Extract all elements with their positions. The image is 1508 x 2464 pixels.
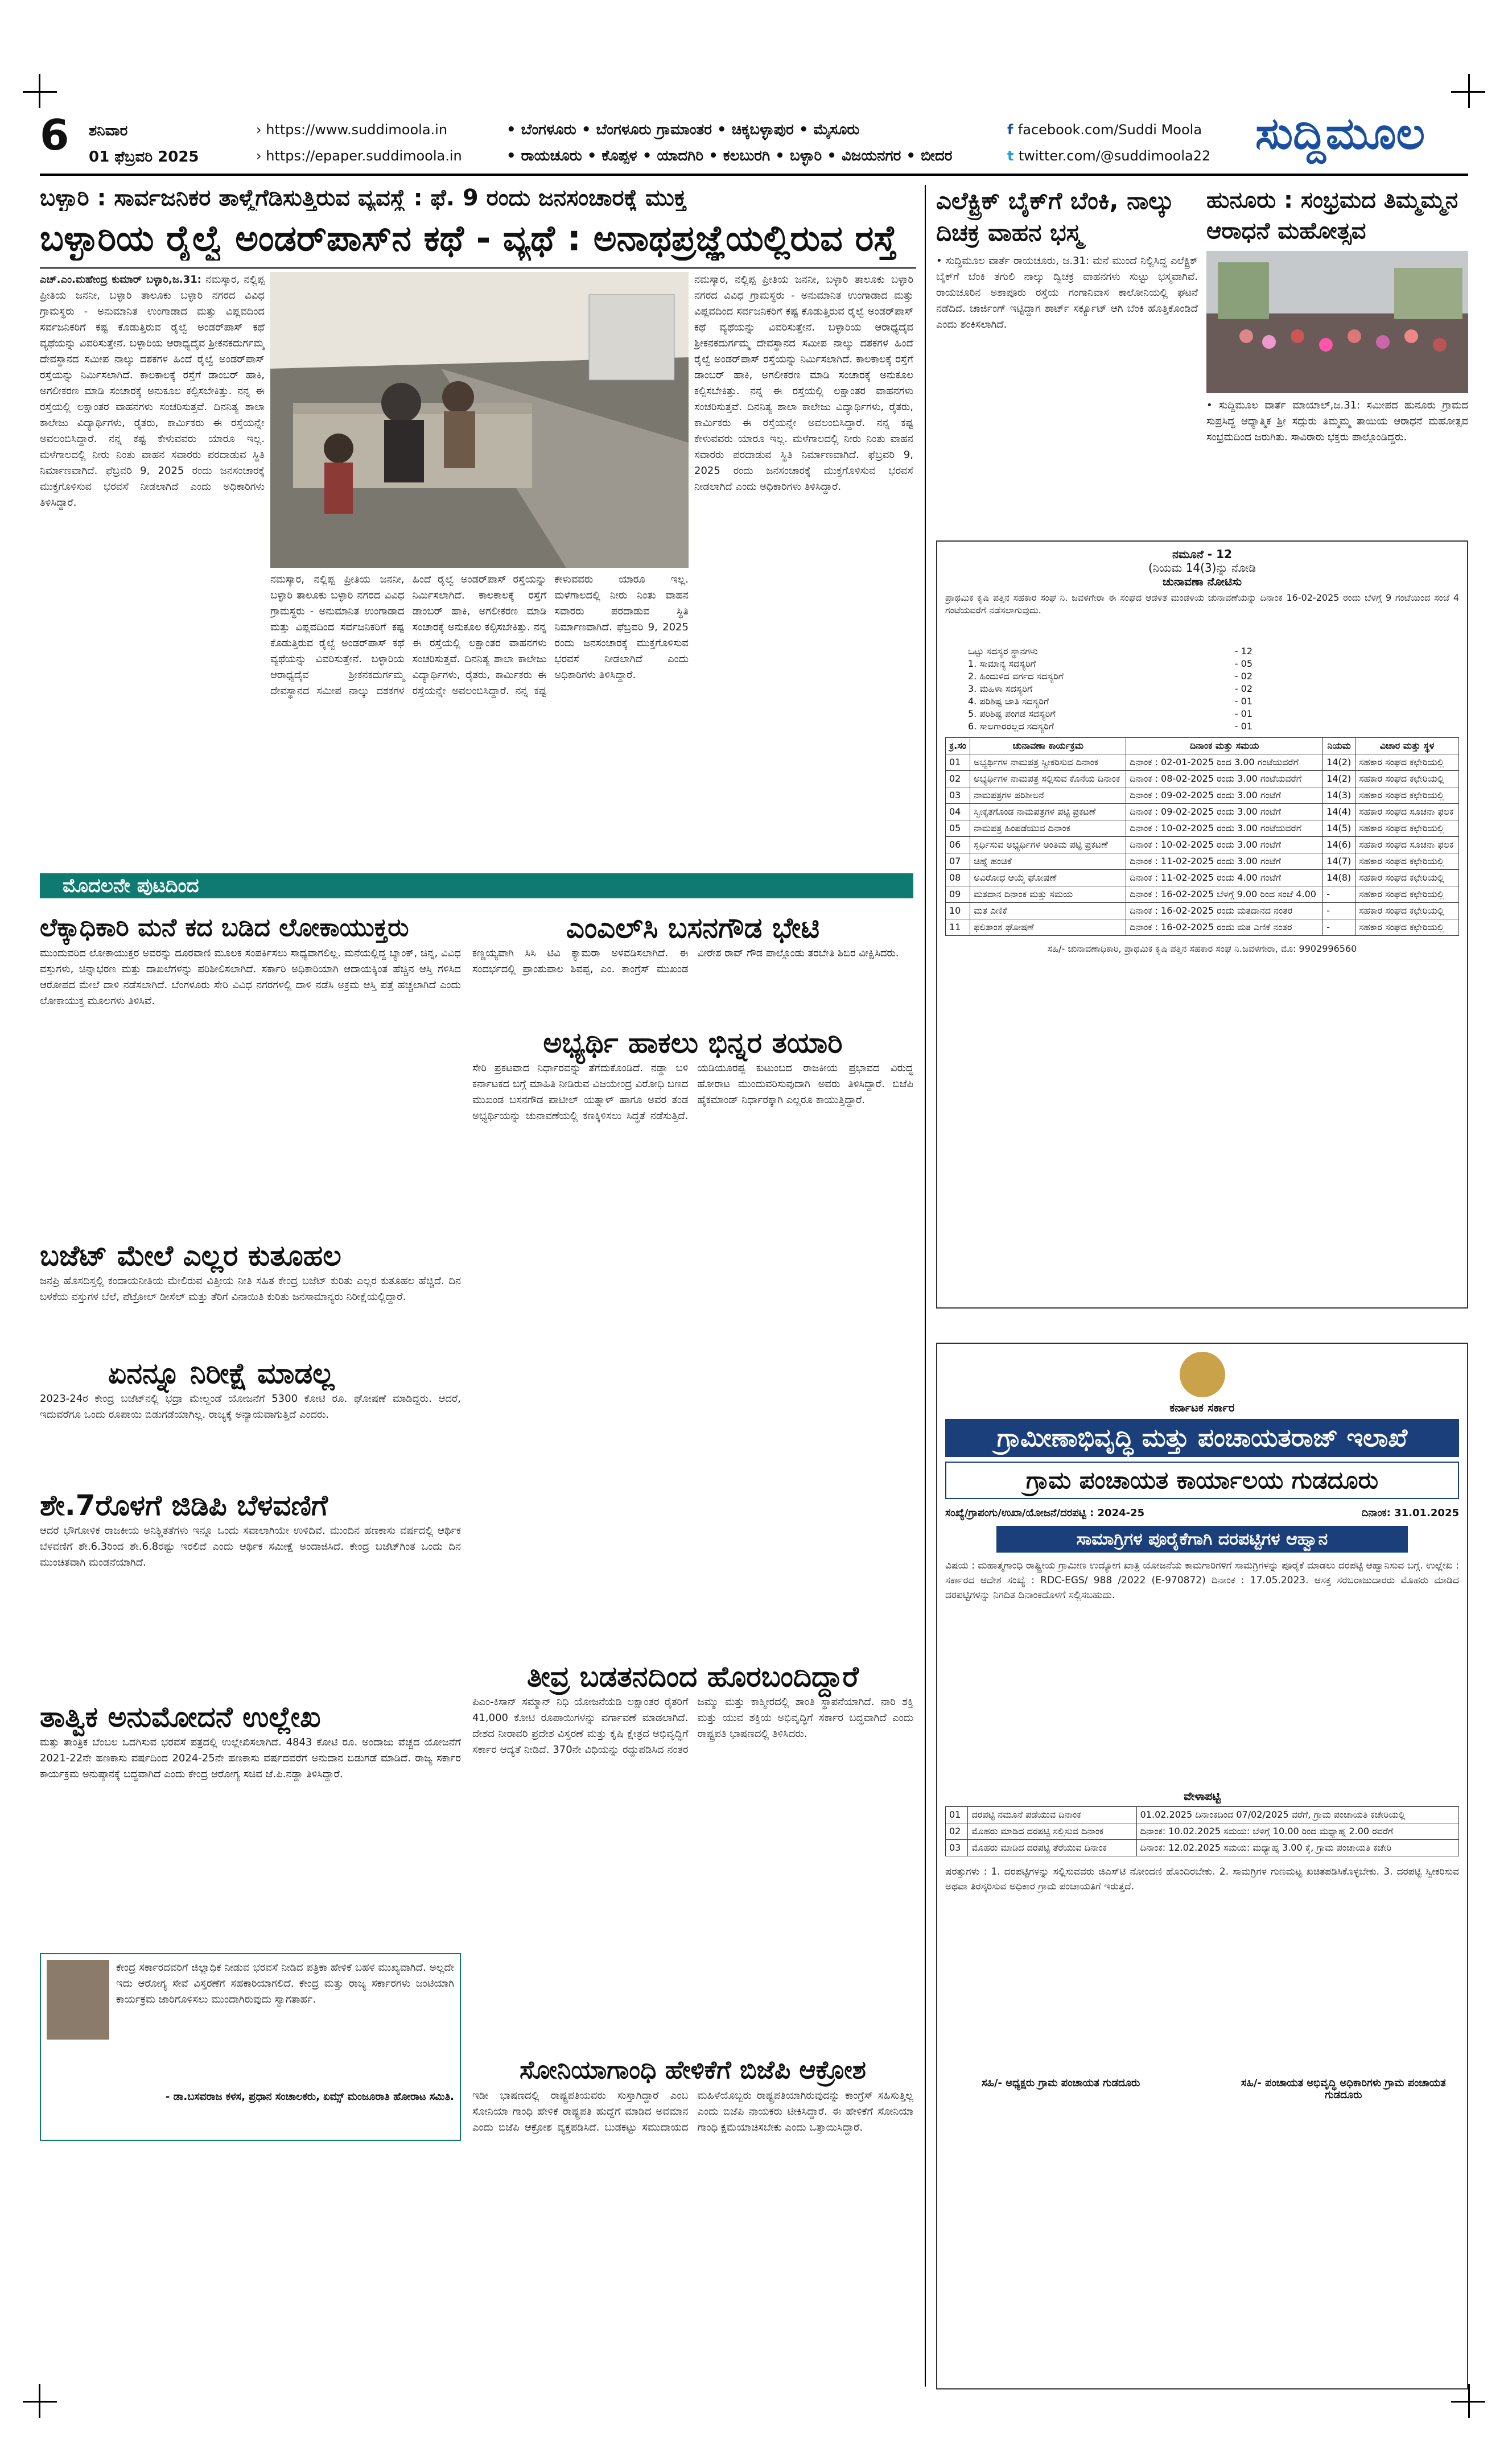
column-rule bbox=[925, 185, 926, 2387]
quote-text: ಕೇಂದ್ರ ಸರ್ಕಾರದವರಿಗೆ ಜಿಲ್ಲಾಧಿಕ ನೀಡುವ ಭರವಸೆ ನೀಡಿದ ಪತ್ರಿಕಾ ಹೇಳಿಕೆ ಬಹಳ ಮುಖ್ಯವಾಗಿದೆ. ಅಲ್ಲದೇ ಇದು ಆರೋಗ್ಯ ಸೇವೆ ವಿಸ್ತರಣೆಗೆ ಸಹಕಾರಿಯಾಗಲಿದೆ. ಕೇಂದ್ರ ಮತ್ತು ರಾಜ್ಯ ಸರ್ಕಾರಗಳು ಜಂಟಿಯಾಗಿ ಕಾರ್ಯಕ್ರಮ ಜಾರಿಗೊಳಿಸಲು ಮುಂದಾಗಿರುವುದು ಸ್ವಾಗತಾರ್ಹ. bbox=[116, 1962, 454, 2005]
table-cell: ದಿನಾಂಕ : 10-02-2025 ರಂದು 3.00 ಗಂಟೆಯವರೆಗೆ bbox=[1126, 820, 1323, 837]
facebook-link[interactable]: facebook.com/Suddi Moola bbox=[1017, 122, 1202, 138]
table-cell: ದಿನಾಂಕ: 10.02.2025 ಸಮಯ: ಬೆಳಿಗ್ಗೆ 10.00 ರಿಂದ ಮಧ್ಯಾಹ್ನ 2.00 ರವರೆಗೆ bbox=[1136, 1823, 1458, 1840]
table-row bbox=[946, 837, 1459, 853]
lead-body-right: ನಮಸ್ಕಾರ, ನಲ್ಲಿಪ್ಪ ಪ್ರೀತಿಯ ಜನನೀ, ಬಳ್ಳಾರಿ ತಾಲೂಕು ಬಳ್ಳಾರಿ ನಗರದ ವಿವಿಧ ಗ್ರಾಮಸ್ಥರು - ಅನುಮಾನಿತ ಉಂಗಾಡಾದ ಮತ್ತು ವಿಪ್ಲವದಿಂದ ಸರ್ವಜನಿಕರಿಗೆ ಕಷ್ಟ ಕೊಡುತ್ತಿರುವ ರೈಲ್ವೆ ಅಂಡರ್‌ಪಾಸ್ ಕಥೆ ವ್ಯಥೆಯನ್ನು ವಿವರಿಸುತ್ತೇನೆ. ಬಳ್ಳಾರಿಯ ಆರಾಧ್ಯದೈವ ಶ್ರೀಕನಕದುರ್ಗಮ್ಮ ದೇವಸ್ಥಾನದ ಸಮೀಪ ನಾಲ್ಕು ದಶಕಗಳ ಹಿಂದೆ ರೈಲ್ವೆ ಅಂಡರ್‌ಪಾಸ್ ರಸ್ತೆಯನ್ನು ನಿರ್ಮಿಸಲಾಗಿದೆ. ಕಾಲಕಾಲಕ್ಕೆ ರಸ್ತೆಗೆ ಡಾಂಬರ್ ಹಾಕಿ, ಅಗಲೀಕರಣ ಮಾಡಿ ಸಂಚಾರಕ್ಕೆ ಅನುಕೂಲ ಕಲ್ಪಿಸಬೇಕಿತ್ತು. ನನ್ನ ಈ ರಸ್ತೆಯಲ್ಲಿ ಲಕ್ಷಾಂತರ ವಾಹನಗಳು ಸಂಚರಿಸುತ್ತವೆ. ದಿನನಿತ್ಯ ಶಾಲಾ ಕಾಲೇಜು ವಿದ್ಯಾರ್ಥಿಗಳು, ರೈತರು, ಕಾರ್ಮಿಕರು ಈ ರಸ್ತೆಯನ್ನೇ ಅವಲಂಬಿಸಿದ್ದಾರೆ. ನನ್ನ ಕಷ್ಟ ಕೇಳುವವರು ಯಾರೂ ಇಲ್ಲ. ಮಳೆಗಾಲದಲ್ಲಿ ನೀರು ನಿಂತು ವಾಹನ ಸವಾರರು ಪರದಾಡುವ ಸ್ಥಿತಿ ನಿರ್ಮಾಣವಾಗಿದೆ. ಫೆಬ್ರವರಿ 9, 2025 ರಂದು ಜನಸಂಚಾರಕ್ಕೆ ಮುಕ್ತಗೊಳಿಸುವ ಭರವಸೆ ನೀಡಲಾಗಿದೆ ಎಂದು ಅಧಿಕಾರಿಗಳು ತಿಳಿಸಿದ್ದಾರೆ. bbox=[694, 274, 913, 493]
table-cell: ದಿನಾಂಕ : 16-02-2025 ಬೆಳಗ್ಗೆ 9.00 ರಿಂದ ಸಂಜೆ 4.00 bbox=[1126, 886, 1323, 903]
reference-row: ಸಂಖ್ಯೆ/ಗ್ರಾಪಂಗು/ಉಖಾ/ಯೋಜನೆ/ದರಪಟ್ಟಿ : 2024-25 ದಿನಾಂಕ: 31.01.2025 bbox=[945, 1507, 1459, 1519]
table-cell: 14(6) bbox=[1323, 837, 1355, 853]
quote-box bbox=[40, 1953, 461, 2141]
table-header-cell: ವಿಚಾರ ಮತ್ತು ಸ್ಥಳ bbox=[1355, 738, 1459, 754]
notice-subtitle: (ನಿಯಮ 14(3)ನ್ನು ನೋಡಿ bbox=[1148, 561, 1256, 575]
table-cell: ಸಹಕಾರ ಸಂಘದ ಕಛೇರಿಯಲ್ಲಿ bbox=[1355, 754, 1459, 771]
table-cell: ದಿನಾಂಕ : 08-02-2025 ರಂದು 3.00 ಗಂಟೆಯವರೆಗೆ bbox=[1126, 771, 1323, 787]
seat-row bbox=[968, 670, 1252, 683]
story-heading: ತೀವ್ರ ಬಡತನದಿಂದ ಹೊರಬಂದಿದ್ದಾರೆ bbox=[526, 1660, 859, 1693]
table-row bbox=[946, 1823, 1459, 1840]
table-cell: ದಿನಾಂಕ : 11-02-2025 ರಂದು 3.00 ಗಂಟೆಗೆ bbox=[1126, 853, 1323, 870]
notice-intro: ಪ್ರಾಥಮಿಕ ಕೃಷಿ ಪತ್ತಿನ ಸಹಕಾರ ಸಂಘ ನಿ. ಜವಳಗೇರಾ ಈ ಸಂಘದ ಆಡಳಿತ ಮಂಡಳಿಯ ಚುನಾವಣೆಯನ್ನು ದಿನಾಂಕ 16-02-2025 ರಂದು ಬೆಳಗ್ಗೆ 9 ಗಂಟೆಯಿಂದ ಸಂಜೆ 4 ಗಂಟೆಯವರೆಗೆ ನಡೆಸಲಾಗುವುದು. bbox=[945, 592, 1459, 616]
table-cell: ಮತದಾನ ದಿನಾಂಕ ಮತ್ತು ಸಮಯ bbox=[970, 886, 1126, 903]
table-cell: ಮೊಹರು ಮಾಡಿದ ದರಪಟ್ಟಿ ಸಲ್ಲಿಸುವ ದಿನಾಂಕ bbox=[968, 1823, 1136, 1840]
underpass-photo-image bbox=[270, 272, 689, 568]
table-cell: ದಿನಾಂಕ : 10-02-2025 ರಂದು 3.00 ಗಂಟೆಗೆ bbox=[1126, 837, 1323, 853]
table-row bbox=[946, 754, 1459, 771]
story-body: ಮತ್ತು ತಾಂತ್ರಿಕ ಬೆಂಬಲ ಒದಗಿಸುವ ಭರವಸೆ ಪತ್ರದಲ್ಲಿ ಉಲ್ಲೇಖಿಸಲಾಗಿದೆ. 4843 ಕೋಟಿ ರೂ. ಅಂದಾಜು ವೆಚ್ಚದ ಯೋಜನೆಗೆ 2021-22ನೇ ಹಣಕಾಸು ವರ್ಷದಿಂದ 2024-25ನೇ ಹಣಕಾಸು ವರ್ಷದವರೆಗೆ ಅನುದಾನ ಬಿಡುಗಡೆ ಮಾಡಿದೆ. ರಾಜ್ಯ ಸರ್ಕಾರ ಕಾರ್ಯಕ್ರಮ ಅನುಷ್ಠಾನಕ್ಕೆ ಬದ್ಧವಾಗಿದೆ ಎಂದು ಕೇಂದ್ರ ಆರೋಗ್ಯ ಸಚಿವ ಜೆ.ಪಿ.ನಡ್ಡಾ ತಿಳಿಸಿದ್ದಾರೆ. bbox=[40, 1736, 461, 1780]
table-cell: ಸಹಕಾರ ಸಂಘದ ಕಛೇರಿಯಲ್ಲಿ bbox=[1355, 771, 1459, 787]
table-cell: ದಿನಾಂಕ : 16-02-2025 ರಂದು ಮತ ಎಣಿಕೆ ನಂತರ bbox=[1126, 919, 1323, 936]
seat-row bbox=[968, 683, 1252, 695]
story-body: ಪಿಎಂ-ಕಿಸಾನ್ ಸಮ್ಮಾನ್ ನಿಧಿ ಯೋಜನೆಯಡಿ ಲಕ್ಷಾಂತರ ರೈತರಿಗೆ 41,000 ಕೋಟಿ ರೂಪಾಯಿಗಳನ್ನು ವರ್ಗಾವಣೆ ಮಾಡಲಾಗಿದೆ. ದೇಶದ ನೀರಾವರಿ ಪ್ರದೇಶ ವಿಸ್ತರಣೆ ಮತ್ತು ಕೃಷಿ ಕ್ಷೇತ್ರದ ಅಭಿವೃದ್ಧಿಗೆ ಸರ್ಕಾರ ಆದ್ಯತೆ ನೀಡಿದೆ. 370ನೇ ವಿಧಿಯನ್ನು ರದ್ದುಪಡಿಸಿದ ನಂತರ ಜಮ್ಮು ಮತ್ತು ಕಾಶ್ಮೀರದಲ್ಲಿ ಶಾಂತಿ ಸ್ಥಾಪನೆಯಾಗಿದೆ. ನಾರಿ ಶಕ್ತಿ ಮತ್ತು ಯುವ ಶಕ್ತಿಯ ಅಭಿವೃದ್ಧಿಗೆ ಸರ್ಕಾರ ಬದ್ಧವಾಗಿದೆ ಎಂದು ರಾಷ್ಟ್ರಪತಿ ಭಾಷಣದಲ್ಲಿ ತಿಳಿಸಿದರು. bbox=[472, 1696, 913, 1756]
story-heading: ಹುನೂರು : ಸಂಭ್ರಮದ ತಿಮ್ಮಮ್ಮನ ಆರಾಧನೆ ಮಹೋತ್ಸವ bbox=[1206, 187, 1458, 244]
story-heading: ಬಜೆಟ್ ಮೇಲೆ ಎಲ್ಲರ ಕುತೂಹಲ bbox=[40, 1239, 341, 1272]
government-name: ಕರ್ನಾಟಕ ಸರ್ಕಾರ bbox=[1169, 1401, 1235, 1414]
header-rule bbox=[40, 174, 1468, 176]
table-cell: 03 bbox=[946, 787, 970, 804]
table-cell: ಸಹಕಾರ ಸಂಘದ ಕಛೇರಿಯಲ್ಲಿ bbox=[1355, 903, 1459, 919]
table-cell: 09 bbox=[946, 886, 970, 903]
table-cell: ದಿನಾಂಕ : 02-01-2025 ರಿಂದ 3.00 ಗಂಟೆಯವರೆಗೆ bbox=[1126, 754, 1323, 771]
crop-mark bbox=[39, 74, 40, 108]
table-cell: 14(2) bbox=[1323, 771, 1355, 787]
seat-row bbox=[968, 695, 1252, 708]
department-banner: ಗ್ರಾಮೀಣಾಭಿವೃದ್ಧಿ ಮತ್ತು ಪಂಚಾಯತರಾಜ್ ಇಲಾಖೆ bbox=[945, 1419, 1459, 1457]
crop-mark bbox=[1468, 2384, 1470, 2418]
table-cell: 06 bbox=[946, 837, 970, 853]
table-cell: 01 bbox=[946, 1807, 968, 1823]
table-cell: 08 bbox=[946, 870, 970, 886]
table-cell: ಫಲಿತಾಂಶ ಘೋಷಣೆ bbox=[970, 919, 1126, 936]
table-cell: 03 bbox=[946, 1840, 968, 1856]
header-urls bbox=[256, 117, 462, 169]
table-cell: - bbox=[1323, 903, 1355, 919]
seat-count: - 05 bbox=[1234, 658, 1252, 669]
seat-label: 3. ಮಹಿಳಾ ಸದಸ್ಯರಿಗೆ bbox=[968, 683, 1033, 694]
table-cell: ಸಹಕಾರ ಸಂಘದ ಸೂಚನಾ ಫಲಕ bbox=[1355, 837, 1459, 853]
table-row bbox=[946, 919, 1459, 936]
table-cell: ದಿನಾಂಕ : 11-02-2025 ರಂದು 4.00 ಗಂಟೆಗೆ bbox=[1126, 870, 1323, 886]
table-cell: ಸ್ವೀಕೃತಗೊಂಡ ನಾಮಪತ್ರಗಳ ಪಟ್ಟಿ ಪ್ರಕಟಣೆ bbox=[970, 804, 1126, 820]
epaper-link[interactable]: https://epaper.suddimoola.in bbox=[266, 148, 462, 164]
table-header-cell: ನಿಯಮ bbox=[1323, 738, 1355, 754]
table-row bbox=[946, 1807, 1459, 1823]
seat-count: - 02 bbox=[1234, 683, 1252, 694]
festival-photo bbox=[1206, 251, 1468, 393]
story-body: • ಸುದ್ದಿಮೂಲ ವಾರ್ತೆ ಮಾಯಾಲ್,ಜ.31: ಸಮೀಪದ ಹುನೂರು ಗ್ರಾಮದ ಸುಪ್ರಸಿದ್ಧ ಆಧ್ಯಾತ್ಮಿಕ ಶ್ರೀ ಸದ್ಗುರು ತಿಮ್ಮಮ್ಮ ತಾಯಿಯ ಆರಾಧನೆ ಮಹೋತ್ಸವ ಸಂಭ್ರಮದಿಂದ ಜರುಗಿತು. ಸಾವಿರಾರು ಭಕ್ತರು ಪಾಲ್ಗೊಂಡಿದ್ದರು. bbox=[1206, 399, 1468, 443]
seat-label: 2. ಹಿಂದುಳಿದ ವರ್ಗದ ಸದಸ್ಯರಿಗೆ bbox=[968, 671, 1064, 682]
continued-band: ಮೊದಲನೇ ಪುಟದಿಂದ bbox=[40, 873, 913, 898]
table-cell: 01.02.2025 ದಿನಾಂಕದಿಂದ 07/02/2025 ವರೆಗೆ, ಗ್ರಾಮ ಪಂಚಾಯತಿ ಕಚೇರಿಯಲ್ಲಿ bbox=[1136, 1807, 1458, 1823]
page-header bbox=[40, 108, 1468, 174]
table-cell: ಅಭ್ಯರ್ಥಿಗಳ ನಾಮಪತ್ರ ಸ್ವೀಕರಿಸುವ ದಿನಾಂಕ bbox=[970, 754, 1126, 771]
story-heading: ಏನನ್ನೂ ನಿರೀಕ್ಷೆ ಮಾಡಲ್ಲ bbox=[108, 1357, 335, 1390]
seat-label: 4. ಪರಿಶಿಷ್ಟ ಜಾತಿ ಸದಸ್ಯರಿಗೆ bbox=[968, 696, 1049, 707]
table-cell: ಸ್ಪರ್ಧಿಸುವ ಅಭ್ಯರ್ಥಿಗಳ ಅಂತಿಮ ಪಟ್ಟಿ ಪ್ರಕಟಣೆ bbox=[970, 837, 1126, 853]
lead-headline: ಬಳ್ಳಾರಿಯ ರೈಲ್ವೆ ಅಂಡರ್‌ಪಾಸ್‌ನ ಕಥೆ - ವ್ಯಥೆ : ಅನಾಥಪ್ರಜ್ಞೆಯಲ್ಲಿರುವ ರಸ್ತೆ bbox=[40, 217, 897, 259]
story-body: • ಸುದ್ದಿಮೂಲ ವಾರ್ತೆ ರಾಯಚೂರು, ಜ.31: ಮನೆ ಮುಂದೆ ನಿಲ್ಲಿಸಿದ್ದ ಎಲೆಕ್ಟ್ರಿಕ್ ಬೈಕ್‌ಗೆ ಬೆಂಕಿ ತಗುಲಿ ನಾಲ್ಕು ದ್ವಿಚಕ್ರ ವಾಹನಗಳು ಸುಟ್ಟು ಭಸ್ಮವಾಗಿವೆ. ರಾಯಚೂರಿನ ಅಶಾಪೂರು ರಸ್ತೆಯ ಗಂಗಾನಿವಾಸ ಕಾಲೋನಿಯಲ್ಲಿ ಘಟನೆ ನಡೆದಿದೆ. ಚಾರ್ಜಿಂಗ್ ಇಟ್ಟಿದ್ದಾಗ ಶಾರ್ಟ್ ಸರ್ಕ್ಯೂಟ್ ಆಗಿ ಬೆಂಕಿ ಹೊತ್ತಿಕೊಂಡಿದೆ ಎಂದು ಶಂಕಿಸಲಾಗಿದೆ. bbox=[936, 255, 1198, 331]
story-body: ಇಡೀ ಭಾಷಣದಲ್ಲಿ ರಾಷ್ಟ್ರಪತಿಯವರು ಸುಸ್ತಾಗಿದ್ದಾರೆ ಎಂಬ ಸೋನಿಯಾ ಗಾಂಧಿ ಹೇಳಿಕೆ ರಾಷ್ಟ್ರಪತಿ ಹುದ್ದೆಗೆ ಮಾಡಿದ ಅವಮಾನ ಎಂದು ಬಿಜೆಪಿ ಆಕ್ರೋಶ ವ್ಯಕ್ತಪಡಿಸಿದೆ. ಬುಡಕಟ್ಟು ಸಮುದಾಯದ ಮಹಿಳೆಯೊಬ್ಬರು ರಾಷ್ಟ್ರಪತಿಯಾಗಿರುವುದನ್ನು ಕಾಂಗ್ರೆಸ್ ಸಹಿಸುತ್ತಿಲ್ಲ ಎಂದು ಬಿಜೆಪಿ ನಾಯಕರು ಟೀಕಿಸಿದ್ದಾರೆ. ಈ ಹೇಳಿಕೆಗೆ ಸೋನಿಯಾ ಗಾಂಧಿ ಕ್ಷಮೆಯಾಚಿಸಬೇಕು ಎಂದು ಒತ್ತಾಯಿಸಿದ್ದಾರೆ. bbox=[472, 2090, 913, 2133]
story-heading: ಶೇ.7ರೊಳಗೆ ಜಿಡಿಪಿ ಬೆಳವಣಿಗೆ bbox=[40, 1489, 328, 1522]
table-cell: ಸಹಕಾರ ಸಂಘದ ಕಛೇರಿಯಲ್ಲಿ bbox=[1355, 853, 1459, 870]
table-row bbox=[946, 787, 1459, 804]
table-cell: ದಿನಾಂಕ : 16-02-2025 ರಂದು ಮತದಾನದ ನಂತರ bbox=[1126, 903, 1323, 919]
table-cell: ಅವಿರೋಧ ಆಯ್ಕೆ ಘೋಷಣೆ bbox=[970, 870, 1126, 886]
story-body: ಆದರೆ ಭೌಗೋಳಿಕ ರಾಜಕೀಯ ಅನಿಶ್ಚಿತತೆಗಳು ಇನ್ನೂ ಒಂದು ಸವಾಲಾಗಿಯೇ ಉಳಿದಿವೆ. ಮುಂದಿನ ಹಣಕಾಸು ವರ್ಷದಲ್ಲಿ ಆರ್ಥಿಕ ಬೆಳವಣಿಗೆ ಶೇ.6.3ರಿಂದ ಶೇ.6.8ರಷ್ಟು ಇರಲಿದೆ ಎಂದು ಆರ್ಥಿಕ ಸಮೀಕ್ಷೆ ಅಂದಾಜಿಸಿದೆ. ಕೇಂದ್ರ ಬಜೆಟ್‌ಗಿಂತ ಒಂದು ದಿನ ಮುಂಚಿತವಾಗಿ ಮಂಡನೆಯಾಗಿದೆ. bbox=[40, 1525, 461, 1569]
table-cell: ಮೊಹರು ಮಾಡಿದ ದರಪಟ್ಟಿ ತೆರೆಯುವ ದಿನಾಂಕ bbox=[968, 1840, 1136, 1856]
table-row bbox=[946, 1840, 1459, 1856]
seat-list bbox=[968, 645, 1252, 733]
tender-body: ವಿಷಯ : ಮಹಾತ್ಮಗಾಂಧಿ ರಾಷ್ಟ್ರೀಯ ಗ್ರಾಮೀಣ ಉದ್ಯೋಗ ಖಾತ್ರಿ ಯೋಜನೆಯ ಕಾಮಗಾರಿಗಳಿಗೆ ಸಾಮಗ್ರಿಗಳನ್ನು ಪೂರೈಕೆ ಮಾಡಲು ದರಪಟ್ಟಿ ಆಹ್ವಾನಿಸುವ ಬಗ್ಗೆ. ಉಲ್ಲೇಖ : ಸರ್ಕಾರದ ಆದೇಶ ಸಂಖ್ಯೆ : RDC-EGS/ 988 /2022 (E-970872) ದಿನಾಂಕ : 17.05.2023. ಆಸಕ್ತ ಸರಬರಾಜುದಾರರು ಮೊಹರು ಮಾಡಿದ ದರಪಟ್ಟಿಗಳನ್ನು ನಿಗದಿತ ದಿನಾಂಕದೊಳಗೆ ಸಲ್ಲಿಸಬಹುದು. bbox=[945, 1560, 1459, 1601]
chevron-right-icon: › bbox=[256, 122, 266, 138]
story-heading: ಎಲೆಕ್ಟ್ರಿಕ್ ಬೈಕ್‌ಗೆ ಬೆಂಕಿ, ನಾಲ್ಕು ದಿಚಕ್ರ ವಾಹನ ಭಸ್ಮ bbox=[936, 187, 1174, 246]
table-cell: ಮತ ಎಣಿಕೆ bbox=[970, 903, 1126, 919]
table-cell: 01 bbox=[946, 754, 970, 771]
table-row bbox=[946, 804, 1459, 820]
tender-notice bbox=[936, 1343, 1468, 2389]
table-cell: 14(7) bbox=[1323, 853, 1355, 870]
table-cell: ಚಿಹ್ನೆ ಹಂಚಿಕೆ bbox=[970, 853, 1126, 870]
table-cell: 02 bbox=[946, 771, 970, 787]
festival-photo-image bbox=[1206, 251, 1468, 393]
table-header-cell: ಕ್ರ.ಸಂ bbox=[946, 738, 970, 754]
seat-label: ಒಟ್ಟು ಸದಸ್ಯರ ಸ್ಥಾನಗಳು bbox=[968, 646, 1038, 657]
seat-row bbox=[968, 658, 1252, 670]
crop-mark bbox=[1468, 74, 1470, 108]
table-cell: 14(5) bbox=[1323, 820, 1355, 837]
left-column bbox=[40, 910, 461, 2389]
table-cell: - bbox=[1323, 886, 1355, 903]
table-cell: ಸಹಕಾರ ಸಂಘದ ಸೂಚನಾ ಫಲಕ bbox=[1355, 804, 1459, 820]
table-cell: - bbox=[1323, 919, 1355, 936]
table-cell: ಸಹಕಾರ ಸಂಘದ ಕಛೇರಿಯಲ್ಲಿ bbox=[1355, 820, 1459, 837]
lead-body: ಎಚ್.ಎಂ.ಮಹೇಂದ್ರ ಕುಮಾರ್ ಬಳ್ಳಾರಿ,ಜ.31: ನಮಸ್ಕಾರ, ನಲ್ಲಿಪ್ಪ ಪ್ರೀತಿಯ ಜನನೀ, ಬಳ್ಳಾರಿ ತಾಲೂಕು ಬಳ್ಳಾರಿ ನಗರದ ವಿವಿಧ ಗ್ರಾಮಸ್ಥರು - ಅನುಮಾನಿತ ಉಂಗಾಡಾದ ಮತ್ತು ವಿಪ್ಲವದಿಂದ ಸರ್ವಜನಿಕರಿಗೆ ಕಷ್ಟ ಕೊಡುತ್ತಿರುವ ರೈಲ್ವೆ ಅಂಡರ್‌ಪಾಸ್ ಕಥೆ ವ್ಯಥೆಯನ್ನು ವಿವರಿಸುತ್ತೇನೆ. ಬಳ್ಳಾರಿಯ ಆರಾಧ್ಯದೈವ ಶ್ರೀಕನಕದುರ್ಗಮ್ಮ ದೇವಸ್ಥಾನದ ಸಮೀಪ ನಾಲ್ಕು ದಶಕಗಳ ಹಿಂದೆ ರೈಲ್ವೆ ಅಂಡರ್‌ಪಾಸ್ ರಸ್ತೆಯನ್ನು ನಿರ್ಮಿಸಲಾಗಿದೆ. ಕಾಲಕಾಲಕ್ಕೆ ರಸ್ತೆಗೆ ಡಾಂಬರ್ ಹಾಕಿ, ಅಗಲೀಕರಣ ಮಾಡಿ ಸಂಚಾರಕ್ಕೆ ಅನುಕೂಲ ಕಲ್ಪಿಸಬೇಕಿತ್ತು. ನನ್ನ ಈ ರಸ್ತೆಯಲ್ಲಿ ಲಕ್ಷಾಂತರ ವಾಹನಗಳು ಸಂಚರಿಸುತ್ತವೆ. ದಿನನಿತ್ಯ ಶಾಲಾ ಕಾಲೇಜು ವಿದ್ಯಾರ್ಥಿಗಳು, ರೈತರು, ಕಾರ್ಮಿಕರು ಈ ರಸ್ತೆಯನ್ನೇ ಅವಲಂಬಿಸಿದ್ದಾರೆ. ನನ್ನ ಕಷ್ಟ ಕೇಳುವವರು ಯಾರೂ ಇಲ್ಲ. ಮಳೆಗಾಲದಲ್ಲಿ ನೀರು ನಿಂತು ವಾಹನ ಸವಾರರು ಪರದಾಡುವ ಸ್ಥಿತಿ ನಿರ್ಮಾಣವಾಗಿದೆ. ಫೆಬ್ರವರಿ 9, 2025 ರಂದು ಜನಸಂಚಾರಕ್ಕೆ ಮುಕ್ತಗೊಳಿಸುವ ಭರವಸೆ ನೀಡಲಾಗಿದೆ ಎಂದು ಅಧಿಕಾರಿಗಳು ತಿಳಿಸಿದ್ದಾರೆ. bbox=[40, 274, 265, 509]
table-row bbox=[946, 771, 1459, 787]
seat-label: 5. ಪರಿಶಿಷ್ಟ ಪಂಗಡ ಸದಸ್ಯರಿಗೆ bbox=[968, 708, 1056, 719]
portrait-photo bbox=[47, 1960, 109, 2040]
lead-body-cont: ನಮಸ್ಕಾರ, ನಲ್ಲಿಪ್ಪ ಪ್ರೀತಿಯ ಜನನೀ, ಬಳ್ಳಾರಿ ತಾಲೂಕು ಬಳ್ಳಾರಿ ನಗರದ ವಿವಿಧ ಗ್ರಾಮಸ್ಥರು - ಅನುಮಾನಿತ ಉಂಗಾಡಾದ ಮತ್ತು ವಿಪ್ಲವದಿಂದ ಸರ್ವಜನಿಕರಿಗೆ ಕಷ್ಟ ಕೊಡುತ್ತಿರುವ ರೈಲ್ವೆ ಅಂಡರ್‌ಪಾಸ್ ಕಥೆ ವ್ಯಥೆಯನ್ನು ವಿವರಿಸುತ್ತೇನೆ. ಬಳ್ಳಾರಿಯ ಆರಾಧ್ಯದೈವ ಶ್ರೀಕನಕದುರ್ಗಮ್ಮ ದೇವಸ್ಥಾನದ ಸಮೀಪ ನಾಲ್ಕು ದಶಕಗಳ ಹಿಂದೆ ರೈಲ್ವೆ ಅಂಡರ್‌ಪಾಸ್ ರಸ್ತೆಯನ್ನು ನಿರ್ಮಿಸಲಾಗಿದೆ. ಕಾಲಕಾಲಕ್ಕೆ ರಸ್ತೆಗೆ ಡಾಂಬರ್ ಹಾಕಿ, ಅಗಲೀಕರಣ ಮಾಡಿ ಸಂಚಾರಕ್ಕೆ ಅನುಕೂಲ ಕಲ್ಪಿಸಬೇಕಿತ್ತು. ನನ್ನ ಈ ರಸ್ತೆಯಲ್ಲಿ ಲಕ್ಷಾಂತರ ವಾಹನಗಳು ಸಂಚರಿಸುತ್ತವೆ. ದಿನನಿತ್ಯ ಶಾಲಾ ಕಾಲೇಜು ವಿದ್ಯಾರ್ಥಿಗಳು, ರೈತರು, ಕಾರ್ಮಿಕರು ಈ ರಸ್ತೆಯನ್ನೇ ಅವಲಂಬಿಸಿದ್ದಾರೆ. ನನ್ನ ಕಷ್ಟ ಕೇಳುವವರು ಯಾರೂ ಇಲ್ಲ. ಮಳೆಗಾಲದಲ್ಲಿ ನೀರು ನಿಂತು ವಾಹನ ಸವಾರರು ಪರದಾಡುವ ಸ್ಥಿತಿ ನಿರ್ಮಾಣವಾಗಿದೆ. ಫೆಬ್ರವರಿ 9, 2025 ರಂದು ಜನಸಂಚಾರಕ್ಕೆ ಮುಕ್ತಗೊಳಿಸುವ ಭರವಸೆ ನೀಡಲಾಗಿದೆ ಎಂದು ಅಧಿಕಾರಿಗಳು ತಿಳಿಸಿದ್ದಾರೆ. bbox=[270, 573, 689, 697]
story-body: 2023-24ರ ಕೇಂದ್ರ ಬಜೆಟ್‌ನಲ್ಲಿ ಭದ್ರಾ ಮೇಲ್ದಂಡೆ ಯೋಜನೆಗೆ 5300 ಕೋಟಿ ರೂ. ಘೋಷಣೆ ಮಾಡಿದ್ದರು. ಆದರೆ, ಇದುವರೆಗೂ ಒಂದು ರೂಪಾಯಿ ಬಿಡುಗಡೆಯಾಗಿಲ್ಲ. ರಾಜ್ಯಕ್ಕೆ ಅನ್ಯಾಯವಾಗುತ್ತಿದೆ ಎಂದರು. bbox=[40, 1393, 461, 1421]
table-cell: ನಾಮಪತ್ರಗಳ ಪರಿಶೀಲನೆ bbox=[970, 787, 1126, 804]
table-header-cell: ಚುನಾವಣಾ ಕಾರ್ಯಕ್ರಮ bbox=[970, 738, 1126, 754]
seat-label: 1. ಸಾಮಾನ್ಯ ಸದಸ್ಯರಿಗೆ bbox=[968, 658, 1036, 669]
tender-terms: ಷರತ್ತುಗಳು : 1. ದರಪಟ್ಟಿಗಳನ್ನು ಸಲ್ಲಿಸುವವರು ಜಿಎಸ್‌ಟಿ ನೋಂದಣಿ ಹೊಂದಿರಬೇಕು. 2. ಸಾಮಗ್ರಿಗಳ ಗುಣಮಟ್ಟ ಖಚಿತಪಡಿಸಿಕೊಳ್ಳಬೇಕು. 3. ದರಪಟ್ಟಿ ಸ್ವೀಕರಿಸುವ ಅಥವಾ ತಿರಸ್ಕರಿಸುವ ಅಧಿಕಾರ ಗ್ರಾಮ ಪಂಚಾಯತಿಗೆ ಇರುತ್ತದೆ. bbox=[945, 1866, 1459, 1892]
story-body: ಜನಪ್ರಿ ಹೊಸದಿಸ್ತಲ್ಲಿ ಕಂದಾಯನೀತಿಯ ಮೇಲಿರುವ ವಿತ್ತೀಯ ನೀತಿ ಸಹಿತ ಕೇಂದ್ರ ಬಜೆಟ್ ಕುರಿತು ಎಲ್ಲರ ಕುತೂಹಲ ಹೆಚ್ಚಿದೆ. ದಿನ ಬಳಕೆಯ ವಸ್ತುಗಳ ಬೆಲೆ, ಪೆಟ್ರೋಲ್ ಡೀಸೆಲ್ ಮತ್ತು ತೆರಿಗೆ ವಿನಾಯಿತಿ ಕುರಿತು ಜನಸಾಮಾನ್ಯರು ನಿರೀಕ್ಷೆಯಲ್ಲಿದ್ದಾರೆ. bbox=[40, 1275, 461, 1303]
table-cell: ದರಪಟ್ಟಿ ನಮೂನೆ ಪಡೆಯುವ ದಿನಾಂಕ bbox=[968, 1807, 1136, 1823]
facebook-icon: f bbox=[1007, 122, 1018, 138]
seat-label: 6. ಸಾಲಗಾರರಲ್ಲದ ಸದಸ್ಯರಿಗೆ bbox=[968, 721, 1054, 732]
twitter-link[interactable]: twitter.com/@suddimoola22 bbox=[1018, 148, 1211, 164]
middle-column bbox=[472, 910, 913, 2389]
story-body: ಕಣ್ಣಯ್ಯವಾಗಿ ಸಿಸಿ ಟಿವಿ ಕ್ಯಾಮರಾ ಅಳವಡಿಸಲಾಗಿದೆ. ಈ ಸಂದರ್ಭದಲ್ಲಿ ಪ್ರಾಂಶುಪಾಲ ಶಿವಪ್ಪ, ಎಂ. ಕಾಂಗ್ರೆಸ್ ಮುಖಂಡ ವೀರೇಶ ರಾವ್ ಗೌಡ ಪಾಲ್ಗೊಂಡು ತರಬೇತಿ ಶಿಬಿರ ವೀಕ್ಷಿಸಿದರು. bbox=[472, 947, 899, 975]
table-cell: ದಿನಾಂಕ: 12.02.2025 ಸಮಯ: ಮಧ್ಯಾಹ್ನ 3.00 ಕ್ಕೆ, ಗ್ರಾಮ ಪಂಚಾಯತಿ ಕಚೇರಿ bbox=[1136, 1840, 1458, 1856]
seat-count: - 01 bbox=[1234, 696, 1252, 707]
ebike-story bbox=[936, 185, 1198, 526]
story-body: ಸೇರಿ ಪ್ರಕಟವಾದ ನಿರ್ಧಾರವನ್ನು ತೆಗೆದುಕೊಂಡಿದೆ. ನಡ್ಡಾ ಬಳಿ ಕರ್ನಾಟಕದ ಬಗ್ಗೆ ಮಾಹಿತಿ ನೀಡಿರುವ ವಿಜಯೇಂದ್ರ ವಿರೋಧಿ ಬಣದ ಮುಖಂಡ ಬಸನಗೌಡ ಪಾಟೀಲ್ ಯತ್ನಾಳ್ ಹಾಗೂ ಅವರ ತಂಡ ಅಭ್ಯರ್ಥಿಯನ್ನು ಚುನಾವಣೆಯಲ್ಲಿ ಕಣಕ್ಕಿಳಿಸಲು ಸಿದ್ಧತೆ ನಡೆಸುತ್ತಿದೆ. ಯಡಿಯೂರಪ್ಪ ಕುಟುಂಬದ ರಾಜಕೀಯ ಪ್ರಭಾವದ ವಿರುದ್ಧ ಹೋರಾಟ ಮುಂದುವರಿಸುವುದಾಗಿ ಅವರು ತಿಳಿಸಿದ್ದಾರೆ. ಬಿಜೆಪಿ ಹೈಕಮಾಂಡ್ ನಿರ್ಧಾರಕ್ಕಾಗಿ ಎಲ್ಲರೂ ಕಾಯುತ್ತಿದ್ದಾರೆ. bbox=[472, 1062, 913, 1122]
karnataka-emblem-icon bbox=[1180, 1352, 1225, 1397]
table-cell: ನಾಮಪತ್ರ ಹಿಂಪಡೆಯುವ ದಿನಾಂಕ bbox=[970, 820, 1126, 837]
underpass-photo bbox=[270, 272, 689, 568]
story-heading: ಎಂಎಲ್‌ಸಿ ಬಸನಗೌಡ ಭೇಟಿ bbox=[566, 911, 820, 944]
election-notice bbox=[936, 540, 1468, 1309]
seat-count: - 01 bbox=[1234, 721, 1252, 732]
tender-schedule-table bbox=[945, 1806, 1459, 1856]
table-cell: 14(2) bbox=[1323, 754, 1355, 771]
office-name: ಗ್ರಾಮ ಪಂಚಾಯತ ಕಾರ್ಯಾಲಯ ಗುಡದೂರು bbox=[945, 1462, 1459, 1499]
table-cell: 10 bbox=[946, 903, 970, 919]
table-cell: ದಿನಾಂಕ : 09-02-2025 ರಂದು 3.00 ಗಂಟೆಗೆ bbox=[1126, 787, 1323, 804]
story-heading: ಲೆಕ್ಕಾಧಿಕಾರಿ ಮನೆ ಕದ ಬಡಿದ ಲೋಕಾಯುಕ್ತರು bbox=[40, 913, 409, 942]
table-row bbox=[946, 903, 1459, 919]
seat-count: - 01 bbox=[1234, 708, 1252, 719]
table-cell: 02 bbox=[946, 1823, 968, 1840]
table-cell: 07 bbox=[946, 853, 970, 870]
header-cities: • ಬೆಂಗಳೂರು • ಬೆಂಗಳೂರು ಗ್ರಾಮಾಂತರ • ಚಿಕ್ಕಬಳ್ಳಾಪುರ • ಮೈಸೂರು • ರಾಯಚೂರು • ಕೊಪ್ಪಳ • ಯಾದಗಿರಿ • ಕಲಬುರಗಿ • ಬಳ್ಳಾರಿ • ವಿಜಯನಗರ • ಬೀದರ bbox=[506, 121, 953, 164]
invitation-banner: ಸಾಮಾಗ್ರಿಗಳ ಪೂರೈಕೆಗಾಗಿ ದರಪಟ್ಟಿಗಳ ಆಹ್ವಾನ bbox=[996, 1526, 1407, 1553]
notice-title: ನಮೂನೆ - 12 bbox=[1172, 547, 1232, 561]
twitter-icon: t bbox=[1007, 148, 1019, 164]
chevron-right-icon: › bbox=[256, 148, 266, 164]
table-cell: ಸಹಕಾರ ಸಂಘದ ಕಛೇರಿಯಲ್ಲಿ bbox=[1355, 787, 1459, 804]
table-cell: 04 bbox=[946, 804, 970, 820]
byline: ಎಚ್.ಎಂ.ಮಹೇಂದ್ರ ಕುಮಾರ್ ಬಳ್ಳಾರಿ,ಜ.31: bbox=[40, 274, 201, 286]
table-header-cell: ದಿನಾಂಕ ಮತ್ತು ಸಮಯ bbox=[1126, 738, 1323, 754]
notice-subtitle2: ಚುನಾವಣಾ ನೋಟಿಸು bbox=[1162, 575, 1242, 588]
notice-signature: ಸಹಿ/- ಚುನಾವಣಾಧಿಕಾರಿ, ಪ್ರಾಥಮಿಕ ಕೃಷಿ ಪತ್ತಿನ ಸಹಕಾರ ಸಂಘ ನಿ.ಜವಳಗೇರಾ, ಮೊ: 9902996560 bbox=[1047, 943, 1357, 954]
lead-rule bbox=[40, 267, 916, 269]
hunuru-story bbox=[1206, 185, 1468, 526]
table-row bbox=[946, 870, 1459, 886]
schedule-heading: ವೇಳಾಪಟ್ಟಿ bbox=[1184, 1789, 1221, 1803]
story-heading: ಸೋನಿಯಾಗಾಂಧಿ ಹೇಳಿಕೆಗೆ ಬಿಜೆಪಿ ಆಕ್ರೋಶ bbox=[520, 2056, 866, 2085]
table-row bbox=[946, 886, 1459, 903]
tender-signatures: ಸಹಿ/- ಅಧ್ಯಕ್ಷರು ಗ್ರಾಮ ಪಂಚಾಯತ ಗುಡದೂರು ಸಹಿ/- ಪಂಚಾಯತ ಅಭಿವೃದ್ಧಿ ಅಧಿಕಾರಿಗಳು ಗ್ರಾಮ ಪಂಚಾಯತ ಗುಡದೂರು bbox=[982, 2077, 1446, 2101]
election-schedule-table bbox=[945, 737, 1459, 936]
seat-count: - 12 bbox=[1234, 646, 1252, 657]
website-link[interactable]: https://www.suddimoola.in bbox=[266, 122, 448, 138]
header-social bbox=[1007, 117, 1210, 169]
table-cell: ಅಭ್ಯರ್ಥಿಗಳ ನಾಮಪತ್ರ ಸಲ್ಲಿಸುವ ಕೊನೆಯ ದಿನಾಂಕ bbox=[970, 771, 1126, 787]
table-cell: 11 bbox=[946, 919, 970, 936]
header-date: ಶನಿವಾರ 01 ಫೆಬ್ರವರಿ 2025 bbox=[89, 122, 199, 166]
table-cell: 14(4) bbox=[1323, 804, 1355, 820]
table-cell: ಸಹಕಾರ ಸಂಘದ ಕಛೇರಿಯಲ್ಲಿ bbox=[1355, 919, 1459, 936]
table-cell: ಸಹಕಾರ ಸಂಘದ ಕಛೇರಿಯಲ್ಲಿ bbox=[1355, 870, 1459, 886]
quote-signature: - ಡಾ.ಬಸವರಾಜ ಕಳಸ, ಪ್ರಧಾನ ಸಂಚಾಲಕರು, ಏಮ್ಸ್ ಮಂಜೂರಾತಿ ಹೋರಾಟ ಸಮಿತಿ. bbox=[165, 2091, 454, 2103]
table-cell: 14(3) bbox=[1323, 787, 1355, 804]
seat-row bbox=[968, 708, 1252, 720]
story-heading: ತಾತ್ವಿಕ ಅನುಮೋದನೆ ಉಲ್ಲೇಖ bbox=[40, 1701, 321, 1734]
lead-kicker: ಬಳ್ಳಾರಿ : ಸಾರ್ವಜನಿಕರ ತಾಳ್ಮೆಗೆಡಿಸುತ್ತಿರುವ ವ್ಯವಸ್ಥೆ : ಫೆ. 9 ರಂದು ಜನಸಂಚಾರಕ್ಕೆ ಮುಕ್ತ bbox=[40, 185, 687, 211]
table-cell: 05 bbox=[946, 820, 970, 837]
seat-row bbox=[968, 645, 1252, 658]
table-cell: ದಿನಾಂಕ : 09-02-2025 ರಂದು 3.00 ಗಂಟೆಗೆ bbox=[1126, 804, 1323, 820]
masthead-logo: ಸುದ್ದಿಮೂಲ bbox=[1255, 108, 1425, 159]
table-row bbox=[946, 853, 1459, 870]
seat-row bbox=[968, 720, 1252, 733]
table-cell: 14(8) bbox=[1323, 870, 1355, 886]
story-body: ಮುಂದುವರಿದ ಲೋಕಾಯುಕ್ತರ ಅವರನ್ನು ದೂರವಾಣಿ ಮೂಲಕ ಸಂಪರ್ಕಿಸಲು ಸಾಧ್ಯವಾಗಲಿಲ್ಲ. ಮನೆಯಲ್ಲಿದ್ದ ಬ್ಯಾಂಕ್, ಚಿನ್ನ, ವಿವಿಧ ವಸ್ತುಗಳು, ಚಿನ್ನಾಭರಣ ಮತ್ತು ದಾಖಲೆಗಳನ್ನು ಪರಿಶೀಲಿಸಲಾಗಿದೆ. ಸರ್ಕಾರಿ ಅಧಿಕಾರಿಯಾಗಿ ಆದಾಯಕ್ಕಿಂತ ಹೆಚ್ಚಿನ ಆಸ್ತಿ ಗಳಿಸಿದ ಆರೋಪದ ಮೇಲೆ ದಾಳಿ ನಡೆಸಲಾಗಿದೆ. ಬೆಂಗಳೂರು ಸೇರಿ ವಿವಿಧ ನಗರಗಳಲ್ಲಿ ದಾಳಿ ನಡೆಸಿ ಅಕ್ರಮ ಆಸ್ತಿ ಪತ್ತೆ ಹಚ್ಚಲಾಗಿದೆ ಎಂದು ಲೋಕಾಯುಕ್ತ ಮೂಲಗಳು ತಿಳಿಸಿವೆ. bbox=[40, 947, 461, 1007]
seat-count: - 02 bbox=[1234, 671, 1252, 682]
story-heading: ಅಭ್ಯರ್ಥಿ ಹಾಕಲು ಭಿನ್ನರ ತಯಾರಿ bbox=[543, 1026, 843, 1059]
table-cell: ಸಹಕಾರ ಸಂಘದ ಕಛೇರಿಯಲ್ಲಿ bbox=[1355, 886, 1459, 903]
page-number: 6 bbox=[40, 111, 69, 160]
table-row bbox=[946, 820, 1459, 837]
